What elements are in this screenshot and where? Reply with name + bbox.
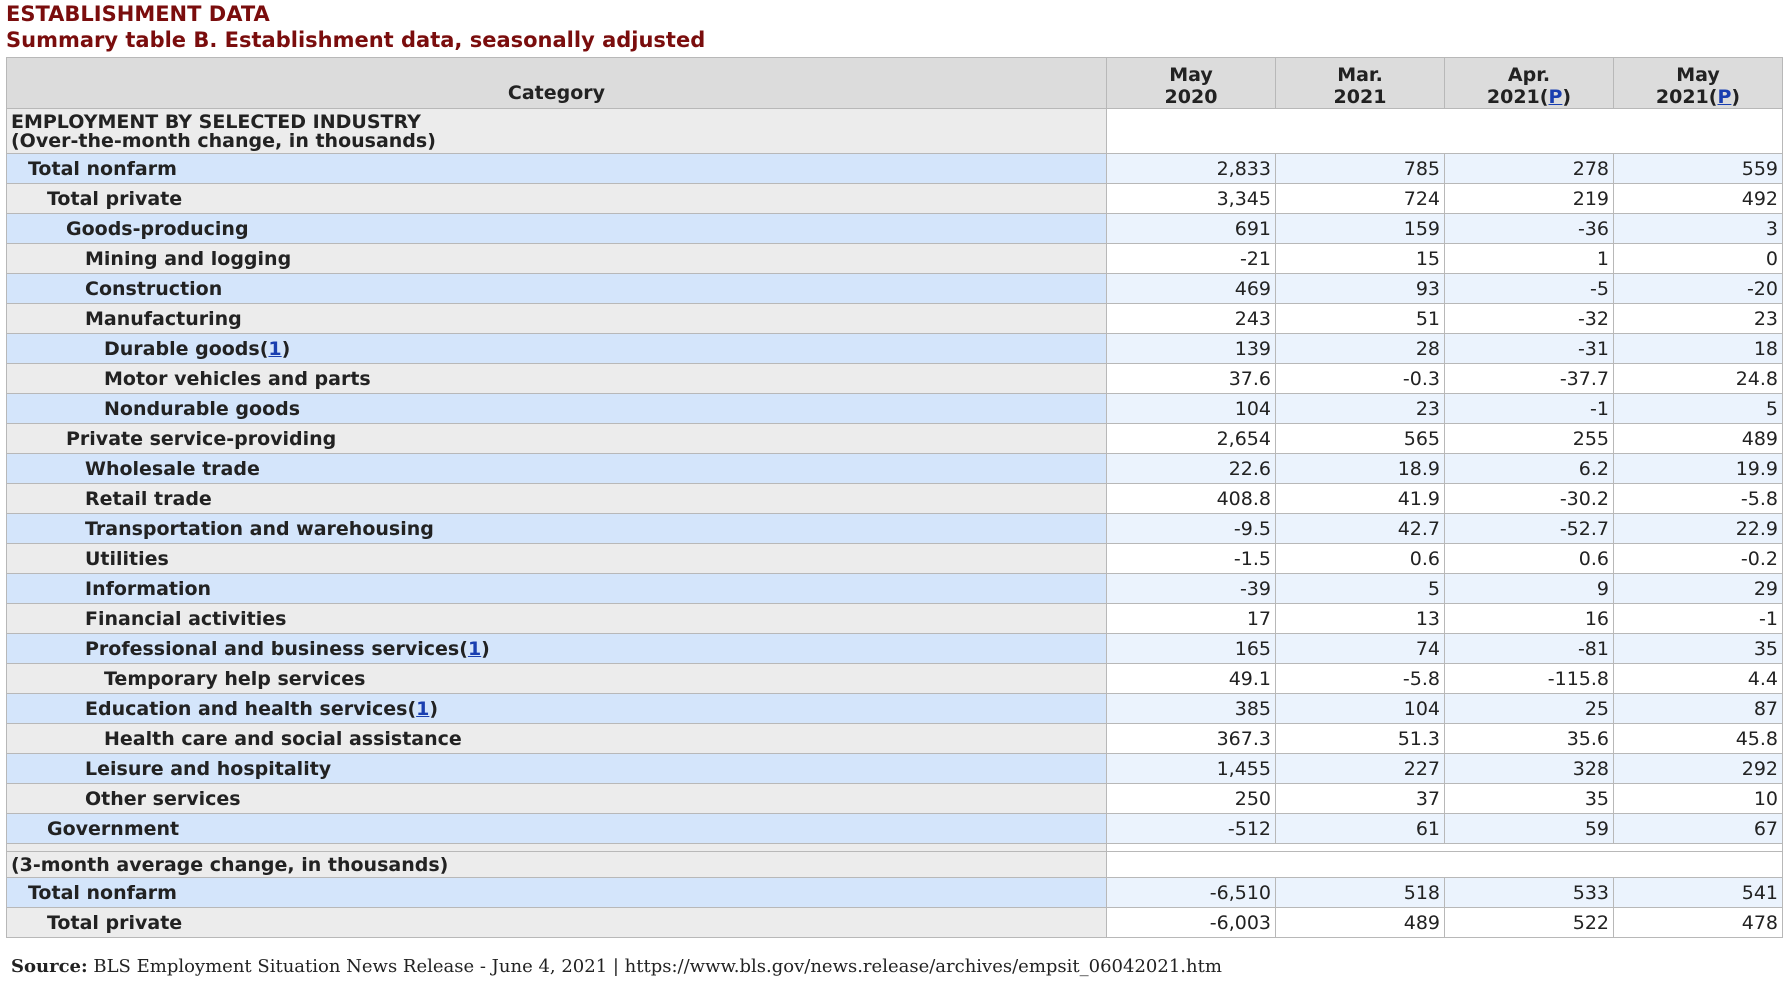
- table-row: [7, 878, 1783, 908]
- row-label-cell: [7, 274, 1107, 304]
- value-cell: 24.8: [1614, 364, 1783, 394]
- value-cell: 22.6: [1107, 454, 1276, 484]
- column-header: May 2021(P): [1614, 58, 1783, 109]
- value-cell: 278: [1445, 154, 1614, 184]
- value-cell: 35: [1614, 634, 1783, 664]
- table-row: [7, 274, 1783, 304]
- value-cell: -115.8: [1445, 664, 1614, 694]
- value-cell: 724: [1276, 184, 1445, 214]
- row-label: Utilities: [85, 547, 169, 570]
- value-cell: 292: [1614, 754, 1783, 784]
- row-label-cell: [7, 724, 1107, 754]
- row-label: Nondurable goods: [104, 397, 301, 420]
- row-label-cell: [7, 908, 1107, 938]
- value-cell: 35: [1445, 784, 1614, 814]
- row-label-cell: [7, 814, 1107, 844]
- row-label-cell: Durable goods(1): [7, 334, 1107, 364]
- row-label: Leisure and hospitality: [85, 757, 332, 780]
- section-blank: [1107, 109, 1783, 154]
- table-row: [7, 664, 1783, 694]
- value-cell: -37.7: [1445, 364, 1614, 394]
- value-cell: 23: [1276, 394, 1445, 424]
- table-row: [7, 184, 1783, 214]
- value-cell: -512: [1107, 814, 1276, 844]
- value-cell: 35.6: [1445, 724, 1614, 754]
- value-cell: 51.3: [1276, 724, 1445, 754]
- column-header-category: Category: [7, 58, 1107, 109]
- value-cell: 0.6: [1276, 544, 1445, 574]
- value-cell: 469: [1107, 274, 1276, 304]
- value-cell: 0.6: [1445, 544, 1614, 574]
- value-cell: 165: [1107, 634, 1276, 664]
- column-header: Apr. 2021(P): [1445, 58, 1614, 109]
- footnote-link[interactable]: 1: [268, 337, 282, 360]
- spacer-cell: [1107, 844, 1783, 852]
- value-cell: 227: [1276, 754, 1445, 784]
- value-cell: 23: [1614, 304, 1783, 334]
- value-cell: 328: [1445, 754, 1614, 784]
- column-header-year: 2021: [1655, 86, 1709, 108]
- row-label-cell: [7, 154, 1107, 184]
- column-header-month: May: [1676, 64, 1720, 86]
- value-cell: 67: [1614, 814, 1783, 844]
- value-cell: -6,510: [1107, 878, 1276, 908]
- table-row: [7, 634, 1783, 664]
- row-label: Total nonfarm: [28, 881, 177, 904]
- value-cell: 367.3: [1107, 724, 1276, 754]
- row-label: Other services: [85, 787, 241, 810]
- value-cell: -5.8: [1276, 664, 1445, 694]
- column-header-month: Mar.: [1337, 64, 1383, 86]
- value-cell: 489: [1614, 424, 1783, 454]
- value-cell: 255: [1445, 424, 1614, 454]
- value-cell: -6,003: [1107, 908, 1276, 938]
- value-cell: -0.3: [1276, 364, 1445, 394]
- value-cell: 29: [1614, 574, 1783, 604]
- table-row: [7, 394, 1783, 424]
- value-cell: 13: [1276, 604, 1445, 634]
- value-cell: 37: [1276, 784, 1445, 814]
- value-cell: 1,455: [1107, 754, 1276, 784]
- value-cell: -20: [1614, 274, 1783, 304]
- row-label-cell: [7, 454, 1107, 484]
- value-cell: 18.9: [1276, 454, 1445, 484]
- section-header-row: [7, 109, 1783, 154]
- section-header-row: [7, 852, 1783, 878]
- row-label: Health care and social assistance: [104, 727, 462, 750]
- footnote-link[interactable]: 1: [467, 637, 482, 660]
- preliminary-link[interactable]: P: [1717, 86, 1732, 108]
- table-row: [7, 784, 1783, 814]
- value-cell: -21: [1107, 244, 1276, 274]
- row-label-cell: [7, 484, 1107, 514]
- value-cell: -31: [1445, 334, 1614, 364]
- table-row: [7, 514, 1783, 544]
- value-cell: 0: [1614, 244, 1783, 274]
- value-cell: 19.9: [1614, 454, 1783, 484]
- value-cell: 2,654: [1107, 424, 1276, 454]
- table-row: [7, 334, 1783, 364]
- table-row: [7, 154, 1783, 184]
- value-cell: 243: [1107, 304, 1276, 334]
- row-label-cell: [7, 184, 1107, 214]
- page-subtitle: Summary table B. Establishment data, seasonally adjusted: [6, 28, 706, 52]
- row-label-cell: [7, 514, 1107, 544]
- page-title: ESTABLISHMENT DATA: [6, 2, 270, 26]
- value-cell: 41.9: [1276, 484, 1445, 514]
- source-note: [11, 956, 1222, 977]
- value-cell: 59: [1445, 814, 1614, 844]
- value-cell: 691: [1107, 214, 1276, 244]
- row-label-cell: [7, 364, 1107, 394]
- value-cell: 3: [1614, 214, 1783, 244]
- table-row: [7, 364, 1783, 394]
- value-cell: 489: [1276, 908, 1445, 938]
- row-label: Government: [47, 817, 180, 840]
- table-row: [7, 694, 1783, 724]
- row-label: Mining and logging: [85, 247, 292, 270]
- value-cell: 87: [1614, 694, 1783, 724]
- row-label-cell: [7, 394, 1107, 424]
- row-label-cell: [7, 424, 1107, 454]
- column-header-month: May: [1169, 64, 1213, 86]
- row-label-cell: [7, 878, 1107, 908]
- value-cell: -30.2: [1445, 484, 1614, 514]
- value-cell: 478: [1614, 908, 1783, 938]
- value-cell: 219: [1445, 184, 1614, 214]
- table-row: [7, 454, 1783, 484]
- value-cell: 42.7: [1276, 514, 1445, 544]
- row-label: Durable goods: [104, 337, 260, 360]
- column-header: [1276, 58, 1445, 109]
- value-cell: -1: [1614, 604, 1783, 634]
- value-cell: 28: [1276, 334, 1445, 364]
- value-cell: 9: [1445, 574, 1614, 604]
- row-label: Transportation and warehousing: [85, 517, 434, 540]
- column-header-year: 2020: [1164, 86, 1218, 108]
- section-subtitle: (Over-the-month change, in thousands): [11, 130, 436, 152]
- spacer-cell: [7, 844, 1107, 852]
- row-label-cell: [7, 214, 1107, 244]
- row-label-cell: Education and health services(1): [7, 694, 1107, 724]
- value-cell: 385: [1107, 694, 1276, 724]
- value-cell: -0.2: [1614, 544, 1783, 574]
- spacer-row: [7, 844, 1783, 852]
- value-cell: 250: [1107, 784, 1276, 814]
- value-cell: 5: [1276, 574, 1445, 604]
- row-label-cell: [7, 604, 1107, 634]
- value-cell: 522: [1445, 908, 1614, 938]
- row-label-cell: [7, 664, 1107, 694]
- row-label: Private service-providing: [66, 427, 337, 450]
- value-cell: -1: [1445, 394, 1614, 424]
- value-cell: 4.4: [1614, 664, 1783, 694]
- row-label-cell: Professional and business services(1): [7, 634, 1107, 664]
- row-label: Wholesale trade: [85, 457, 260, 480]
- row-label-cell: [7, 544, 1107, 574]
- value-cell: 565: [1276, 424, 1445, 454]
- section-title: (3-month average change, in thousands): [11, 854, 449, 876]
- value-cell: -36: [1445, 214, 1614, 244]
- value-cell: 104: [1276, 694, 1445, 724]
- section-header: [7, 852, 1107, 878]
- value-cell: 37.6: [1107, 364, 1276, 394]
- row-label: Goods-producing: [66, 217, 249, 240]
- table-row: [7, 544, 1783, 574]
- value-cell: 408.8: [1107, 484, 1276, 514]
- value-cell: 61: [1276, 814, 1445, 844]
- table-row: [7, 574, 1783, 604]
- value-cell: 5: [1614, 394, 1783, 424]
- value-cell: 93: [1276, 274, 1445, 304]
- row-label-cell: [7, 244, 1107, 274]
- value-cell: 492: [1614, 184, 1783, 214]
- row-label: Construction: [85, 277, 223, 300]
- value-cell: 45.8: [1614, 724, 1783, 754]
- table-row: [7, 304, 1783, 334]
- value-cell: 104: [1107, 394, 1276, 424]
- value-cell: 3,345: [1107, 184, 1276, 214]
- value-cell: 1: [1445, 244, 1614, 274]
- value-cell: -32: [1445, 304, 1614, 334]
- row-label: Total nonfarm: [28, 157, 177, 180]
- table-row: [7, 424, 1783, 454]
- table-row: [7, 484, 1783, 514]
- value-cell: 49.1: [1107, 664, 1276, 694]
- value-cell: 10: [1614, 784, 1783, 814]
- value-cell: 51: [1276, 304, 1445, 334]
- value-cell: 22.9: [1614, 514, 1783, 544]
- column-header: [1107, 58, 1276, 109]
- value-cell: 17: [1107, 604, 1276, 634]
- value-cell: -81: [1445, 634, 1614, 664]
- section-title: EMPLOYMENT BY SELECTED INDUSTRY: [11, 111, 421, 133]
- value-cell: -1.5: [1107, 544, 1276, 574]
- value-cell: -5.8: [1614, 484, 1783, 514]
- value-cell: 541: [1614, 878, 1783, 908]
- preliminary-link[interactable]: P: [1548, 86, 1563, 108]
- value-cell: 533: [1445, 878, 1614, 908]
- value-cell: -52.7: [1445, 514, 1614, 544]
- value-cell: 6.2: [1445, 454, 1614, 484]
- source-text: BLS Employment Situation News Release - June 4, 2021 | https://www.bls.gov/news.release/archives/empsit_06042021.htm: [93, 956, 1222, 977]
- table-row: [7, 214, 1783, 244]
- row-label: Total private: [47, 911, 183, 934]
- row-label: Temporary help services: [104, 667, 366, 690]
- value-cell: 785: [1276, 154, 1445, 184]
- table-row: [7, 604, 1783, 634]
- table-header-row: [7, 58, 1783, 109]
- footnote-link[interactable]: 1: [416, 697, 430, 720]
- value-cell: 74: [1276, 634, 1445, 664]
- row-label: Motor vehicles and parts: [104, 367, 371, 390]
- value-cell: 2,833: [1107, 154, 1276, 184]
- row-label-cell: [7, 574, 1107, 604]
- column-header-month: Apr.: [1507, 64, 1551, 86]
- section-blank: [1107, 852, 1783, 878]
- row-label: Manufacturing: [85, 307, 242, 330]
- value-cell: 25: [1445, 694, 1614, 724]
- column-header-year: 2021: [1333, 86, 1387, 108]
- value-cell: -9.5: [1107, 514, 1276, 544]
- table-row: [7, 814, 1783, 844]
- section-header: [7, 109, 1107, 154]
- row-label-cell: [7, 304, 1107, 334]
- row-label: Professional and business services: [85, 637, 460, 660]
- value-cell: 159: [1276, 214, 1445, 244]
- row-label: Retail trade: [85, 487, 212, 510]
- value-cell: 518: [1276, 878, 1445, 908]
- table-row: [7, 908, 1783, 938]
- value-cell: 16: [1445, 604, 1614, 634]
- value-cell: 18: [1614, 334, 1783, 364]
- row-label: Financial activities: [85, 607, 287, 630]
- row-label: Education and health services: [85, 697, 408, 720]
- row-label: Information: [85, 577, 212, 600]
- value-cell: -39: [1107, 574, 1276, 604]
- value-cell: 139: [1107, 334, 1276, 364]
- value-cell: 559: [1614, 154, 1783, 184]
- row-label-cell: [7, 784, 1107, 814]
- table-row: [7, 244, 1783, 274]
- row-label-cell: [7, 754, 1107, 784]
- column-header-year: 2021: [1486, 86, 1540, 108]
- establishment-table: [6, 57, 1783, 938]
- table-row: [7, 724, 1783, 754]
- source-label: Source:: [11, 956, 88, 977]
- table-row: [7, 754, 1783, 784]
- row-label: Total private: [47, 187, 183, 210]
- value-cell: 15: [1276, 244, 1445, 274]
- value-cell: -5: [1445, 274, 1614, 304]
